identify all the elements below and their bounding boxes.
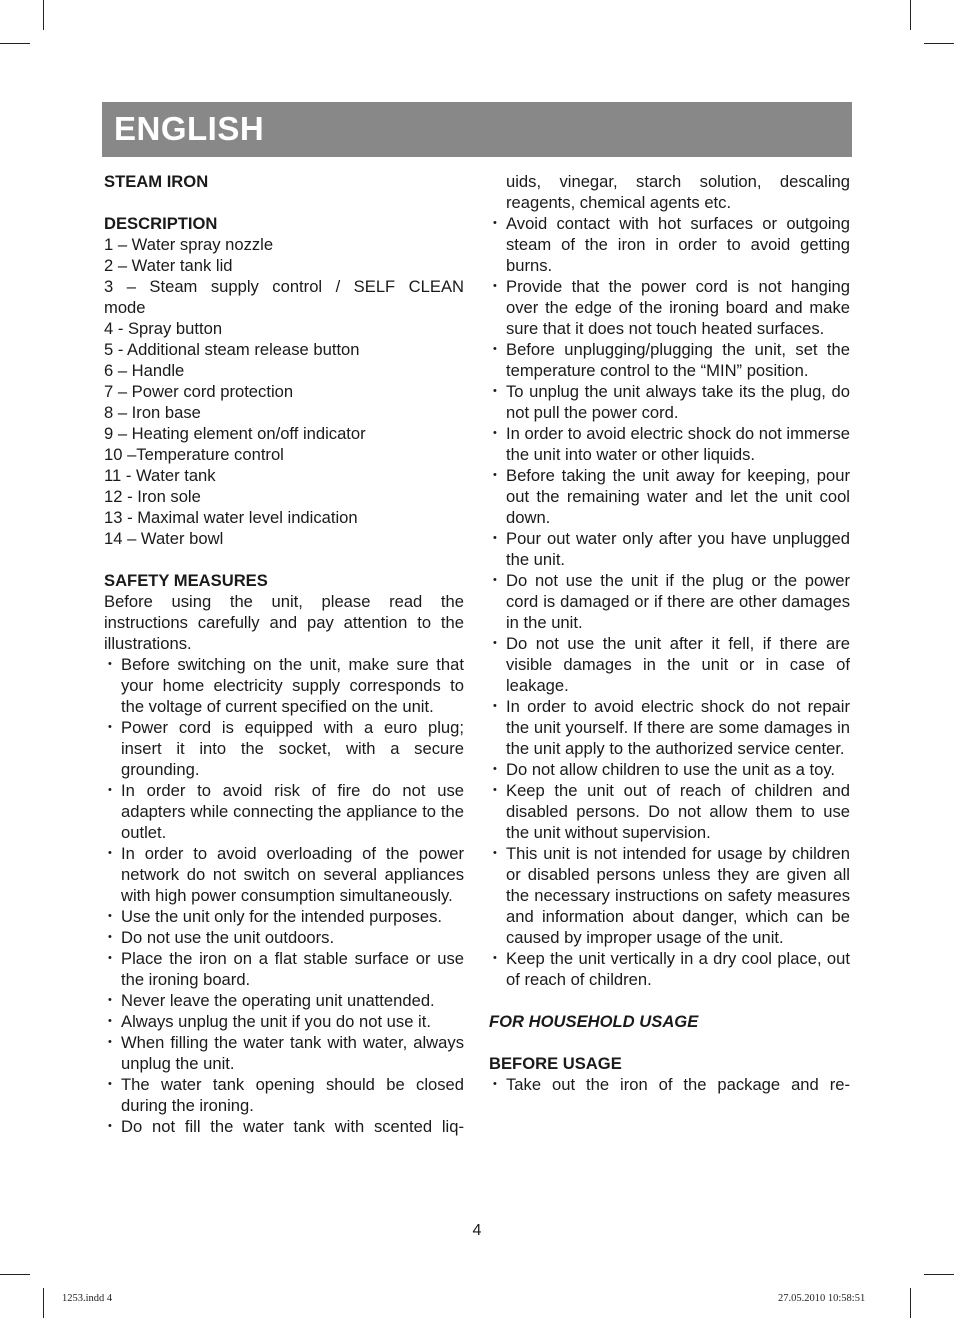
footer-timestamp: 27.05.2010 10:58:51: [778, 1293, 866, 1304]
spacer: [489, 1032, 850, 1053]
crop-mark: [910, 1288, 911, 1318]
description-item: 2 – Water tank lid: [104, 256, 233, 275]
safety-item: • Before taking the unit away for keeping, pour out the remaining water and let the unit cool down.: [489, 465, 850, 528]
safety-item: • In order to avoid electric shock do not repair the unit yourself. If there are some damages in the unit apply to the authorized service center.: [489, 696, 850, 759]
description-list: [104, 234, 464, 549]
crop-mark: [924, 1274, 954, 1275]
safety-item: • Do not use the unit if the plug or the power cord is damaged or if there are other damages in the unit.: [489, 570, 850, 633]
safety-item: • In order to avoid electric shock do not immerse the unit into water or other liquids.: [489, 423, 850, 465]
safety-item: • Do not use the unit outdoors.: [104, 927, 464, 948]
description-item: 6 – Handle: [104, 361, 185, 380]
before-usage-list: [489, 1074, 850, 1095]
safety-item: • The water tank opening should be closed during the ironing.: [104, 1074, 464, 1116]
description-heading: DESCRIPTION: [104, 214, 218, 233]
safety-item: • In order to avoid overloading of the power network do not switch on several appliances with high power consumption simultaneously.: [104, 843, 464, 906]
crop-mark: [0, 1274, 30, 1275]
safety-item: • Do not fill the water tank with scented liq-: [104, 1116, 464, 1137]
before-usage-item: • Take out the iron of the package and re-: [489, 1074, 850, 1095]
safety-item: • Pour out water only after you have unplugged the unit.: [489, 528, 850, 570]
household-heading: FOR HOUSEHOLD USAGE: [489, 1012, 699, 1031]
safety-item: • Always unplug the unit if you do not use it.: [104, 1011, 464, 1032]
safety-list-continued: [489, 213, 850, 990]
before-usage-heading: BEFORE USAGE: [489, 1054, 622, 1073]
description-item: 7 – Power cord protection: [104, 382, 294, 401]
description-item: 13 - Maximal water level indication: [104, 508, 358, 527]
safety-item: • Use the unit only for the intended purposes.: [104, 906, 464, 927]
safety-item: • Place the iron on a flat stable surface or use the ironing board.: [104, 948, 464, 990]
safety-item: • Keep the unit vertically in a dry cool place, out of reach of children.: [489, 948, 850, 990]
safety-item: • Keep the unit out of reach of children and disabled persons. Do not allow them to use the unit without supervision.: [489, 780, 850, 843]
safety-item: • Before unplugging/plugging the unit, set the temperature control to the “MIN” position.: [489, 339, 850, 381]
safety-item: • In order to avoid risk of fire do not use adapters while connecting the appliance to the outlet.: [104, 780, 464, 843]
crop-mark: [0, 43, 30, 44]
safety-item: • This unit is not intended for usage by children or disabled persons unless they are given all the necessary instructions on safety measures and information about danger, which can be caused by improper usage of the unit.: [489, 843, 850, 948]
product-title: STEAM IRON: [104, 172, 209, 191]
crop-mark: [924, 43, 954, 44]
safety-continuation: uids, vinegar, starch solution, descaling reagents, chemical agents etc.: [506, 172, 850, 212]
safety-item: • Before switching on the unit, make sure that your home electricity supply corresponds to the voltage of current specified on the unit.: [104, 654, 464, 717]
spacer: [104, 549, 464, 570]
safety-item: • Provide that the power cord is not hanging over the edge of the ironing board and make sure that it does not touch heated surfaces.: [489, 276, 850, 339]
safety-list: [104, 654, 464, 1137]
safety-heading: SAFETY MEASURES: [104, 571, 268, 590]
spacer: [104, 192, 464, 213]
safety-item: • To unplug the unit always take its the plug, do not pull the power cord.: [489, 381, 850, 423]
description-item: 9 – Heating element on/off indicator: [104, 424, 366, 443]
description-item: 1 – Water spray nozzle: [104, 235, 274, 254]
spacer: [489, 990, 850, 1011]
crop-mark: [910, 0, 911, 30]
language-banner: [102, 102, 852, 157]
description-item: 12 - Iron sole: [104, 487, 201, 506]
crop-mark: [43, 1288, 44, 1318]
left-column: [104, 171, 464, 1137]
page-number: 4: [472, 1222, 482, 1239]
safety-item: • Do not use the unit after it fell, if there are visible damages in the unit or in case of leakage.: [489, 633, 850, 696]
description-item: 4 - Spray button: [104, 319, 223, 338]
description-item: 14 – Water bowl: [104, 529, 224, 548]
safety-item: • When filling the water tank with water, always unplug the unit.: [104, 1032, 464, 1074]
safety-item: • Power cord is equipped with a euro plug; insert it into the socket, with a secure grounding.: [104, 717, 464, 780]
safety-item: • Never leave the operating unit unattended.: [104, 990, 464, 1011]
right-column: [489, 171, 850, 1095]
footer-file: 1253.indd 4: [62, 1293, 113, 1304]
description-item: 3 – Steam supply control / SELF CLEAN mode: [104, 277, 464, 317]
safety-item: • Avoid contact with hot surfaces or outgoing steam of the iron in order to avoid getting burns.: [489, 213, 850, 276]
banner-title: ENGLISH: [114, 110, 265, 147]
crop-mark: [43, 0, 44, 30]
safety-item: • Do not allow children to use the unit as a toy.: [489, 759, 850, 780]
description-item: 5 - Additional steam release button: [104, 340, 360, 359]
description-item: 8 – Iron base: [104, 403, 201, 422]
description-item: 10 –Temperature control: [104, 445, 284, 464]
description-item: 11 - Water tank: [104, 466, 216, 485]
safety-intro: Before using the unit, please read the instructions carefully and pay attention to the illustrations.: [104, 592, 464, 653]
